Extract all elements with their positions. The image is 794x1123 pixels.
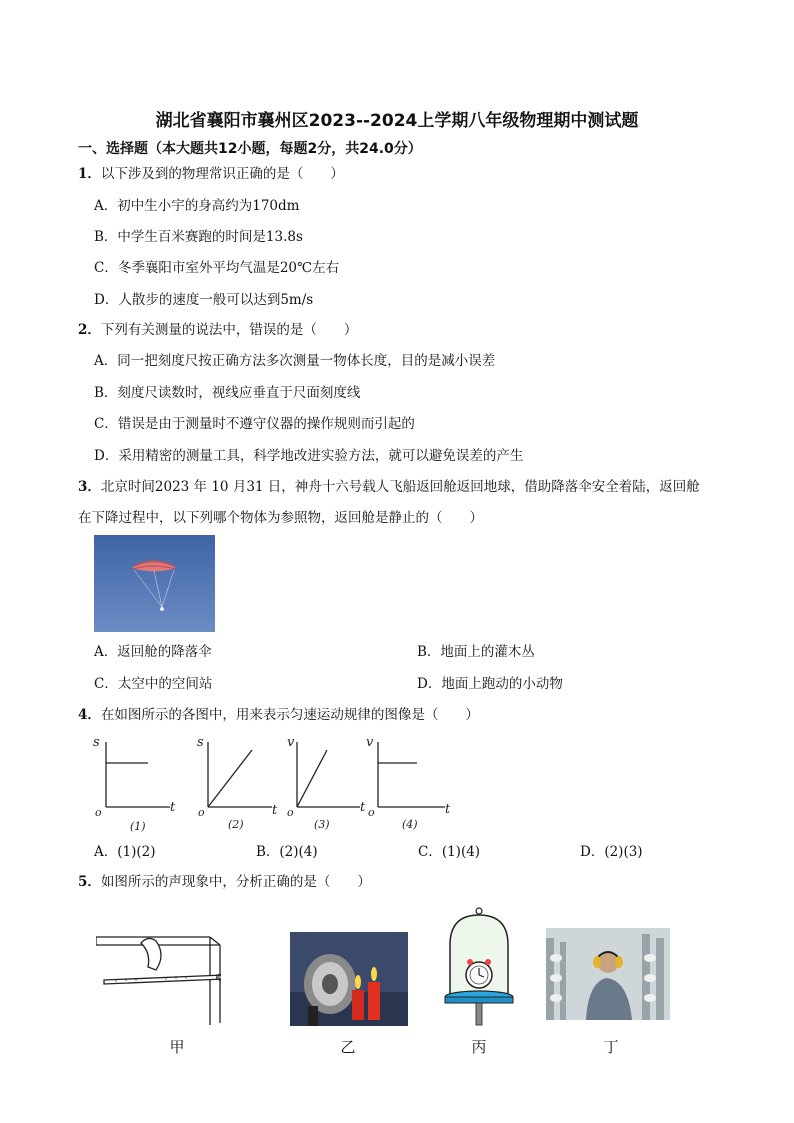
- q1-option-a: A．初中生小宇的身高约为170dm: [94, 198, 300, 214]
- graph4-origin: o: [368, 806, 375, 819]
- ruler-vibration-figure: [96, 905, 221, 1027]
- graph3-caption: (3): [314, 818, 330, 831]
- q1-option-c: C．冬季襄阳市室外平均气温是20℃左右: [94, 260, 340, 276]
- question-3-line-2: 在下降过程中，以下列哪个物体为参照物，返回舱是静止的（ ）: [78, 510, 483, 526]
- question-5: [78, 873, 371, 891]
- q4-option-c: C．(1)(4): [418, 844, 481, 860]
- q2-option-a: A．同一把刻度尺按正确方法多次测量一物体长度，目的是减小误差: [94, 353, 496, 369]
- graph2-xlabel: t: [272, 803, 278, 818]
- figure-caption-bing: 丙: [471, 1038, 487, 1056]
- question-3: [78, 478, 700, 496]
- q2-option-d: D．采用精密的测量工具，科学地改进实验方法，就可以避免误差的产生: [94, 448, 524, 464]
- q4-option-d: D．(2)(3): [580, 844, 643, 860]
- graph1-origin: o: [95, 806, 102, 819]
- question-4: [78, 706, 479, 724]
- q1-option-b: B．中学生百米赛跑的时间是13.8s: [94, 229, 303, 245]
- q4-option-a: A．(1)(2): [94, 844, 156, 860]
- q2-option-c: C．错误是由于测量时不遵守仪器的操作规则而引起的: [94, 416, 415, 432]
- graph1-ylabel: s: [93, 735, 100, 750]
- graph1-xlabel: t: [170, 800, 176, 815]
- figure-caption-jia: 甲: [169, 1038, 185, 1056]
- q3-option-c: C．太空中的空间站: [94, 676, 213, 692]
- q3-option-a: A．返回舱的降落伞: [94, 644, 212, 660]
- motion-graphs: [90, 730, 460, 835]
- graph3-xlabel: t: [360, 800, 366, 815]
- q3-option-d: D．地面上跑动的小动物: [417, 676, 563, 692]
- graph2-caption: (2): [228, 818, 244, 831]
- graph4-caption: (4): [402, 818, 418, 831]
- question-1: [78, 165, 344, 183]
- question-number: 3．: [78, 479, 101, 495]
- graph4-xlabel: t: [445, 802, 451, 817]
- graph3-origin: o: [287, 806, 294, 819]
- q1-option-d: D．人散步的速度一般可以达到5m/s: [94, 292, 314, 308]
- graph1-caption: (1): [130, 820, 146, 833]
- figure-caption-yi: 乙: [340, 1038, 356, 1056]
- question-number: 2．: [78, 322, 101, 338]
- graph2-origin: o: [198, 806, 205, 819]
- graph3-ylabel: v: [287, 735, 295, 750]
- graph4-ylabel: v: [366, 735, 374, 750]
- question-number: 4．: [78, 707, 101, 723]
- question-stem: 如图所示的声现象中，分析正确的是（ ）: [100, 874, 371, 890]
- question-stem: 下列有关测量的说法中，错误的是（ ）: [100, 322, 358, 338]
- question-stem: 以下涉及到的物理常识正确的是（ ）: [100, 166, 344, 182]
- factory-worker-photo: [546, 928, 670, 1020]
- section-heading: 一、选择题（本大题共12小题，每题2分，共24.0分）: [78, 141, 422, 157]
- figure-caption-ding: 丁: [603, 1038, 619, 1056]
- q4-option-b: B．(2)(4): [256, 844, 318, 860]
- bell-jar-clock-figure: [440, 905, 518, 1029]
- question-number: 1．: [78, 166, 101, 182]
- parachute-photo: [94, 535, 215, 632]
- q3-option-b: B．地面上的灌木丛: [417, 644, 535, 660]
- question-stem-line-1: 北京时间2023 年 10 月31 日，神舟十六号载人飞船返回舱返回地球，借助降落伞安全着陆，返回舱: [100, 479, 700, 495]
- speaker-candles-photo: [290, 932, 408, 1026]
- question-number: 5．: [78, 874, 101, 890]
- exam-title: 湖北省襄阳市襄州区2023--2024上学期八年级物理期中测试题: [155, 111, 639, 131]
- graph2-ylabel: s: [197, 735, 204, 750]
- question-stem: 在如图所示的各图中，用来表示匀速运动规律的图像是（ ）: [100, 707, 479, 723]
- question-2: [78, 321, 357, 339]
- q2-option-b: B．刻度尺读数时，视线应垂直于尺面刻度线: [94, 385, 361, 401]
